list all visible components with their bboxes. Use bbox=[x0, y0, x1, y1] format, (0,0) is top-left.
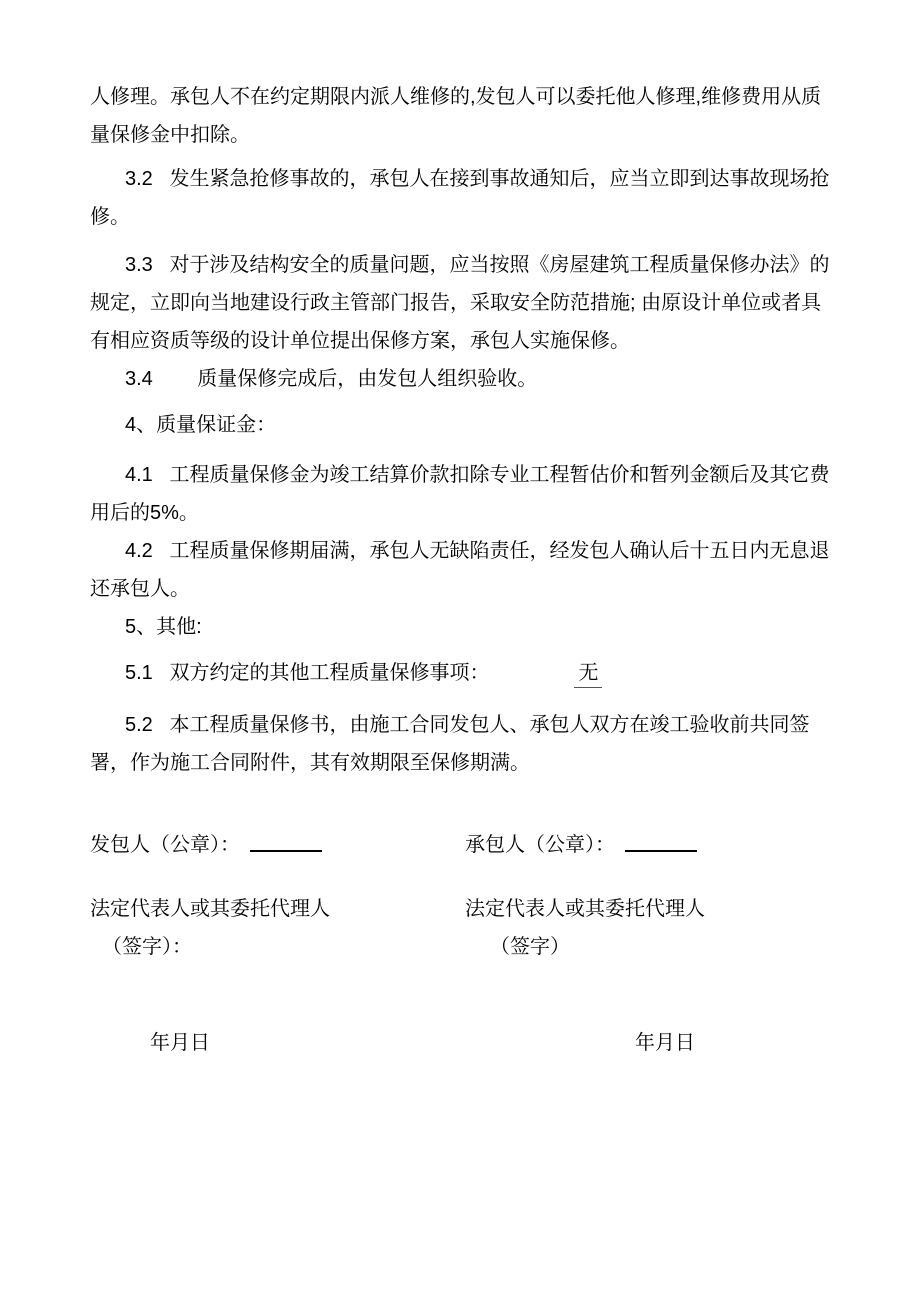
contractor-representative-label: 法定代表人或其委托代理人 bbox=[465, 898, 705, 920]
heading-others: 5、其他: bbox=[125, 616, 202, 638]
contractor-seal-label: 承包人（公章）： bbox=[465, 834, 615, 856]
employer-sign-label: （签字）： bbox=[102, 936, 192, 958]
seal-row bbox=[90, 826, 834, 864]
representative-row bbox=[90, 890, 834, 928]
signature-line-row bbox=[90, 928, 834, 966]
employer-representative-label: 法定代表人或其委托代理人 bbox=[90, 898, 330, 920]
date-row bbox=[90, 1024, 834, 1062]
contractor-date-label: 年月日 bbox=[635, 1032, 695, 1054]
clause-5-1 bbox=[90, 654, 834, 692]
employer-seal-block bbox=[90, 826, 465, 864]
paragraph-continuation: 人修理。承包人不在约定期限内派人维修的,发包人可以委托他人修理,维修费用从质量保修金中扣除。 bbox=[90, 86, 822, 146]
clause-3-4: 3.4 质量保修完成后，由发包人组织验收。 bbox=[125, 368, 538, 390]
employer-date-label: 年月日 bbox=[150, 1032, 210, 1054]
heading-quality-guarantee-deposit: 4、质量保证金： bbox=[125, 414, 277, 436]
clause-3-2: 3.2 发生紧急抢修事故的，承包人在接到事故通知后，应当立即到达事故现场抢修。 bbox=[90, 168, 830, 228]
clause-5-1-filled-value: 无 bbox=[574, 660, 602, 688]
clause-4-2: 4.2 工程质量保修期届满，承包人无缺陷责任，经发包人确认后十五日内无息退还承包人。 bbox=[90, 540, 830, 600]
employer-seal-label: 发包人（公章）： bbox=[90, 834, 240, 856]
employer-seal-blank-line bbox=[250, 826, 322, 852]
contractor-seal-blank-line bbox=[625, 826, 697, 852]
clause-4-1: 4.1 工程质量保修金为竣工结算价款扣除专业工程暂估价和暂列金额后及其它费用后的5%。 bbox=[90, 464, 830, 524]
clause-3-3: 3.3 对于涉及结构安全的质量问题，应当按照《房屋建筑工程质量保修办法》的规定，立即向当地建设行政主管部门报告，采取安全防范措施; 由原设计单位或者具有相应资质等级的设计单位提出保修方案，承包人实施保修。 bbox=[90, 254, 830, 352]
clause-5-1-label: 5.1 双方约定的其他工程质量保修事项： bbox=[125, 662, 490, 684]
contractor-seal-block bbox=[465, 826, 834, 864]
clause-5-2: 5.2 本工程质量保修书，由施工合同发包人、承包人双方在竣工验收前共同签署，作为施工合同附件，其有效期限至保修期满。 bbox=[90, 714, 810, 774]
contractor-sign-label: （签字） bbox=[490, 936, 570, 958]
